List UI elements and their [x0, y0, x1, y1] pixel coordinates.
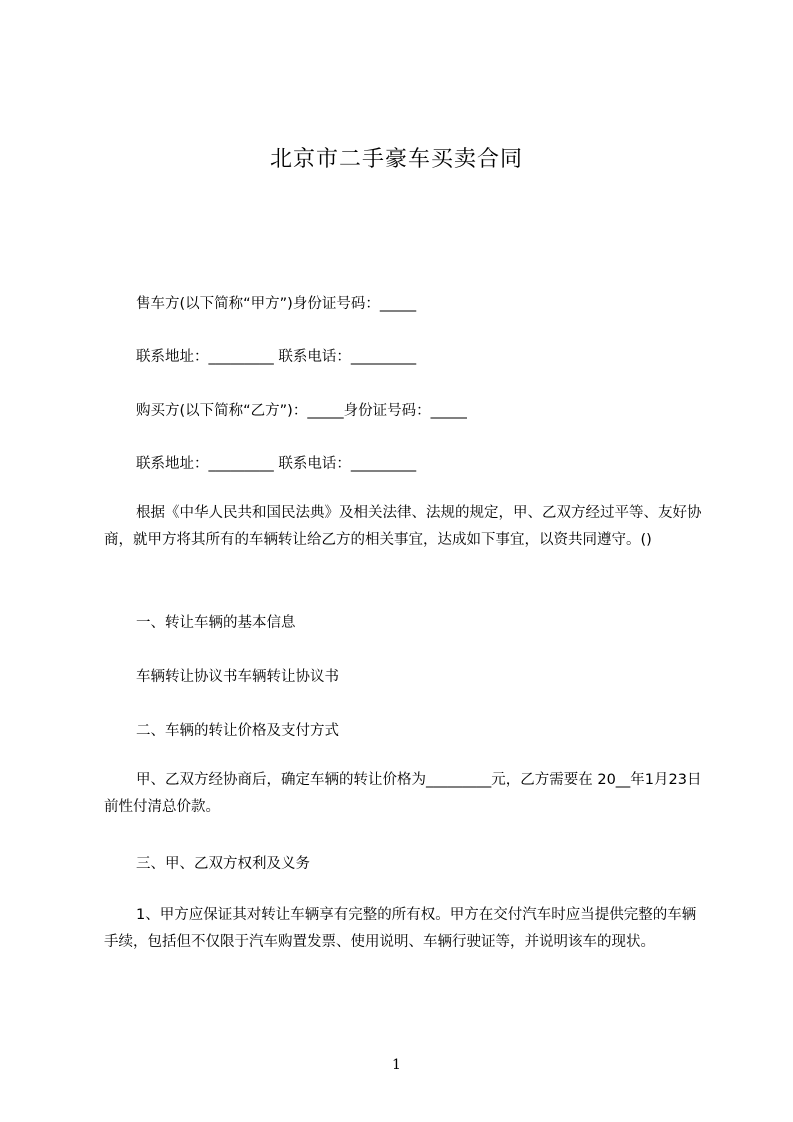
section2-body: 甲、乙双方经协商后，确定车辆的转让价格为_________元，乙方需要在 20__年1月23日前性付清总价款。 — [104, 772, 702, 815]
document-title: 北京市二手豪车买卖合同 — [269, 147, 523, 172]
section1-heading: 一、转让车辆的基本信息 — [136, 615, 296, 631]
section2-heading: 二、车辆的转让价格及支付方式 — [136, 723, 339, 739]
seller-id-line: 售车方(以下简称“甲方”)身份证号码：_____ — [136, 296, 417, 312]
preamble-paragraph: 根据《中华人民共和国民法典》及相关法律、法规的规定，甲、乙双方经过平等、友好协商，就甲方将其所有的车辆转让给乙方的相关事宜，达成如下事宜，以资共同遵守。() — [104, 505, 702, 548]
section3-heading: 三、甲、乙双方权利及义务 — [136, 856, 310, 872]
page-number: 1 — [392, 1057, 401, 1073]
section1-body: 车辆转让协议书车辆转让协议书 — [136, 669, 339, 685]
seller-contact-line: 联系地址：_________ 联系电话：_________ — [136, 349, 417, 365]
section3-item1: 1、甲方应保证其对转让车辆享有完整的所有权。甲方在交付汽车时应当提供完整的车辆手续，包括但不仅限于汽车购置发票、使用说明、车辆行驶证等，并说明该车的现状。 — [104, 907, 697, 950]
buyer-contact-line: 联系地址：_________ 联系电话：_________ — [136, 456, 417, 472]
buyer-id-line: 购买方(以下简称“乙方”)：_____身份证号码：_____ — [136, 403, 467, 419]
